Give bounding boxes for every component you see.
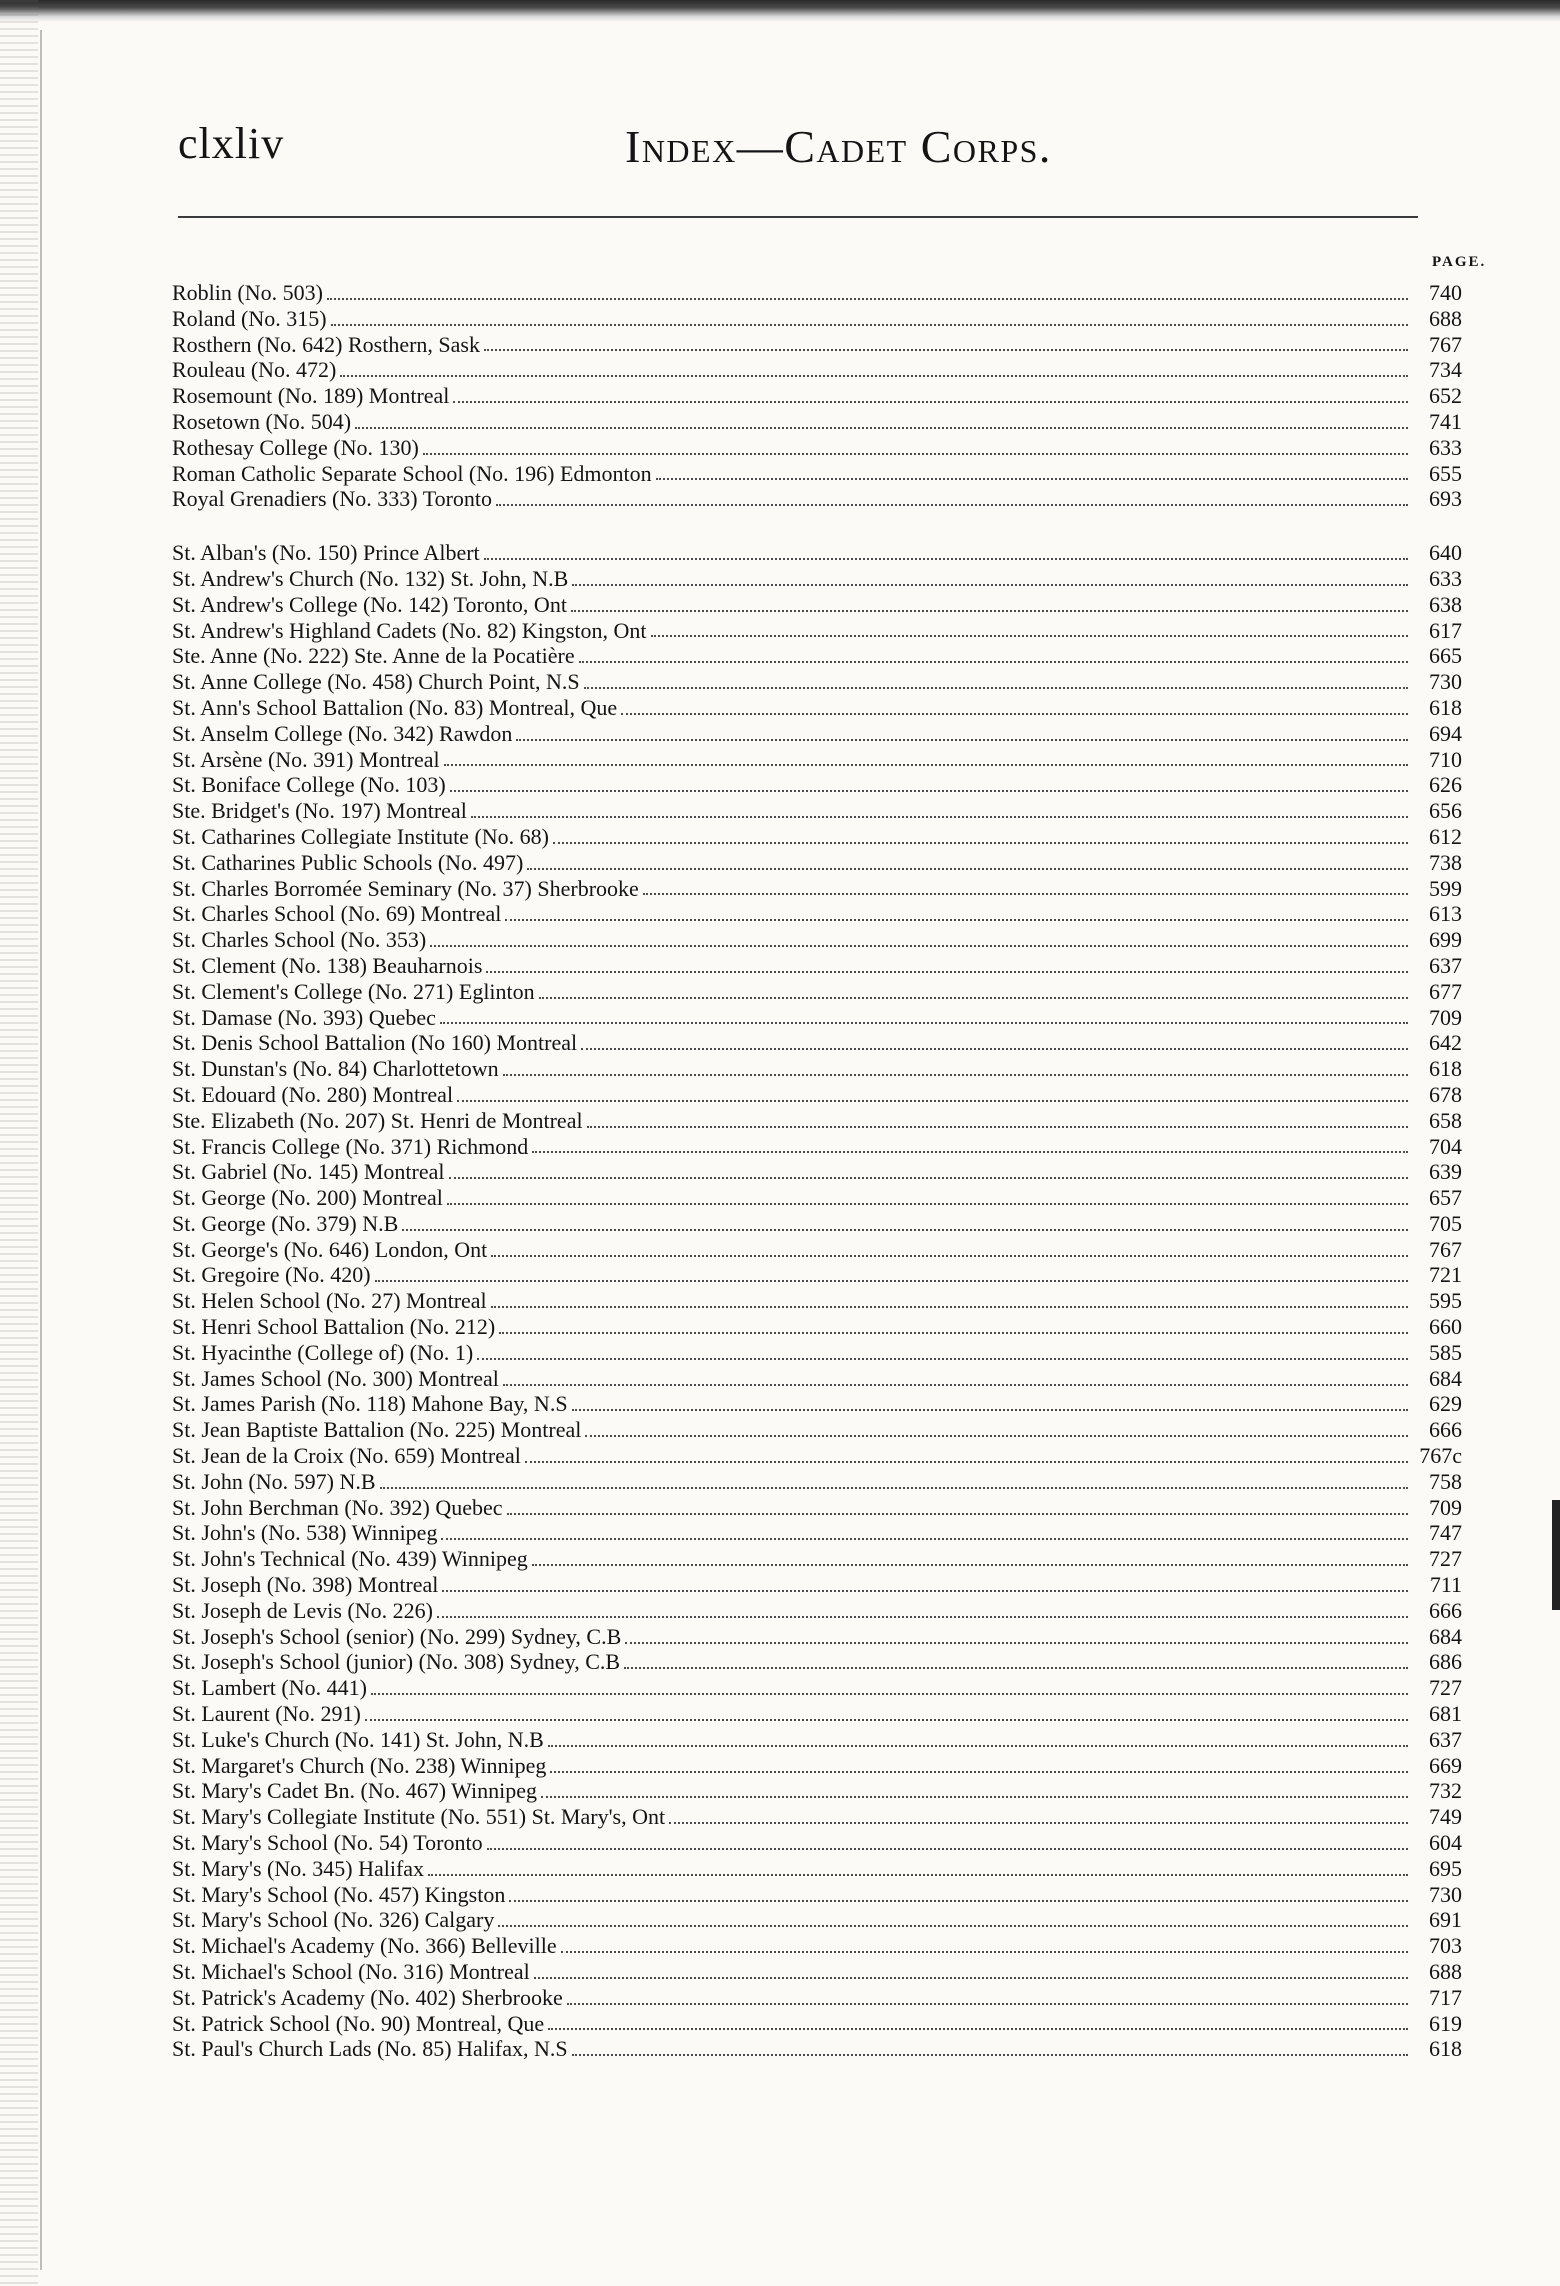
index-entry <box>172 357 1462 383</box>
entry-name: St. George's (No. 646) London, Ont <box>172 1236 488 1262</box>
entry-page-number: 747 <box>1429 1520 1462 1546</box>
index-entry <box>172 1701 1462 1727</box>
scan-left-edge <box>0 0 38 2286</box>
entry-page-number: 684 <box>1429 1623 1462 1649</box>
index-entry <box>172 1959 1462 1985</box>
index-entry <box>172 695 1462 721</box>
entry-name: St. Damase (No. 393) Quebec <box>172 1004 436 1030</box>
dot-leader <box>487 1848 1408 1850</box>
entry-name: St. James Parish (No. 118) Mahone Bay, N.S <box>172 1391 568 1417</box>
entry-name: St. John (No. 597) N.B <box>172 1468 376 1494</box>
entry-name: St. Anselm College (No. 342) Rawdon <box>172 720 513 746</box>
dot-leader <box>525 1461 1408 1463</box>
dot-leader <box>503 1074 1408 1076</box>
entry-name: St. Margaret's Church (No. 238) Winnipeg <box>172 1752 547 1778</box>
index-entry <box>172 643 1462 669</box>
entry-page-number: 666 <box>1429 1417 1462 1443</box>
dot-leader <box>499 1332 1408 1334</box>
entry-page-number: 767 <box>1429 331 1462 357</box>
index-entry <box>172 1495 1462 1521</box>
dot-leader <box>491 1255 1408 1257</box>
dot-leader <box>534 1977 1408 1979</box>
entry-name: St. Joseph's School (senior) (No. 299) Sydney, C.B <box>172 1623 622 1649</box>
entry-name: St. Michael's Academy (No. 366) Belleville <box>172 1933 557 1959</box>
scan-top-edge <box>0 0 1560 22</box>
dot-leader <box>402 1229 1408 1231</box>
entry-name: St. Alban's (No. 150) Prince Albert <box>172 540 480 566</box>
dot-leader <box>355 427 1408 429</box>
entry-page-number: 703 <box>1429 1933 1462 1959</box>
index-entry <box>172 1520 1462 1546</box>
entry-name: St. Mary's Cadet Bn. (No. 467) Winnipeg <box>172 1778 538 1804</box>
entry-page-number: 656 <box>1429 798 1462 824</box>
dot-leader <box>584 687 1408 689</box>
entry-page-number: 612 <box>1429 823 1462 849</box>
entry-page-number: 693 <box>1429 486 1462 512</box>
entry-name: Ste. Bridget's (No. 197) Montreal <box>172 798 467 824</box>
entry-name: St. Laurent (No. 291) <box>172 1701 361 1727</box>
dot-leader <box>643 893 1408 895</box>
dot-leader <box>548 2028 1408 2030</box>
entry-page-number: 732 <box>1429 1778 1462 1804</box>
entry-name: St. Edouard (No. 280) Montreal <box>172 1081 454 1107</box>
entry-page-number: 618 <box>1429 694 1462 720</box>
entry-page-number: 639 <box>1429 1159 1462 1185</box>
entry-name: St. James School (No. 300) Montreal <box>172 1365 499 1391</box>
entry-page-number: 730 <box>1429 669 1462 695</box>
entry-page-number: 657 <box>1429 1185 1462 1211</box>
entry-name: St. George (No. 379) N.B <box>172 1210 399 1236</box>
page-folio: clxliv <box>178 119 285 168</box>
entry-name: St. Mary's School (No. 326) Calgary <box>172 1907 495 1933</box>
index-entry <box>172 1108 1462 1134</box>
index-entry <box>172 953 1462 979</box>
entry-page-number: 709 <box>1429 1494 1462 1520</box>
dot-leader <box>532 1151 1408 1153</box>
index-entry <box>172 1830 1462 1856</box>
index-entry <box>172 1572 1462 1598</box>
dot-leader <box>503 1384 1408 1386</box>
dot-leader <box>571 610 1408 612</box>
dot-leader <box>656 478 1408 480</box>
index-entry <box>172 1185 1462 1211</box>
entry-page-number: 618 <box>1429 1056 1462 1082</box>
dot-leader <box>579 661 1408 663</box>
index-entry <box>172 1985 1462 2011</box>
entry-page-number: 633 <box>1429 565 1462 591</box>
dot-leader <box>509 1900 1408 1902</box>
entry-page-number: 642 <box>1429 1030 1462 1056</box>
entry-name: St. Charles Borromée Seminary (No. 37) Sherbrooke <box>172 875 639 901</box>
entry-name: St. Michael's School (No. 316) Montreal <box>172 1959 530 1984</box>
entry-page-number: 613 <box>1429 901 1462 927</box>
entry-page-number: 734 <box>1429 357 1462 383</box>
entry-page-number: 711 <box>1429 1572 1462 1598</box>
dot-leader <box>541 1796 1408 1798</box>
dot-leader <box>423 453 1408 455</box>
dot-leader <box>651 635 1409 637</box>
entry-page-number: 637 <box>1429 952 1462 978</box>
dot-leader <box>484 349 1408 351</box>
dot-leader <box>491 1306 1408 1308</box>
header-rule <box>178 216 1418 218</box>
entry-name: St. Anne College (No. 458) Church Point, N.S <box>172 669 580 695</box>
entry-name: St. Lambert (No. 441) <box>172 1675 367 1701</box>
scan-right-mark <box>1552 1500 1560 1610</box>
entry-page-number: 767 <box>1429 1236 1462 1262</box>
entry-page-number: 585 <box>1429 1339 1462 1365</box>
index-entry <box>172 1443 1462 1469</box>
entry-page-number: 640 <box>1429 540 1462 566</box>
dot-leader <box>516 739 1408 741</box>
entry-name: Royal Grenadiers (No. 333) Toronto <box>172 486 493 512</box>
entry-page-number: 710 <box>1429 746 1462 772</box>
index-entry <box>172 876 1462 902</box>
entry-page-number: 738 <box>1429 849 1462 875</box>
entry-name: St. Charles School (No. 69) Montreal <box>172 901 502 927</box>
entry-name: St. Joseph de Levis (No. 226) <box>172 1597 433 1623</box>
index-entry <box>172 592 1462 618</box>
entry-page-number: 740 <box>1429 280 1462 305</box>
index-entry <box>172 1030 1462 1056</box>
dot-leader <box>621 713 1408 715</box>
entry-page-number: 666 <box>1429 1597 1462 1623</box>
index-entry <box>172 1159 1462 1185</box>
entry-page-number: 633 <box>1429 434 1462 460</box>
entry-page-number: 669 <box>1429 1752 1462 1778</box>
index-entry <box>172 1314 1462 1340</box>
entry-page-number: 652 <box>1429 383 1462 409</box>
dot-leader <box>371 1693 1408 1695</box>
index-entry <box>172 1649 1462 1675</box>
dot-leader <box>340 375 1408 377</box>
entry-name: St. John Berchman (No. 392) Quebec <box>172 1494 503 1520</box>
entry-page-number: 626 <box>1429 772 1462 798</box>
index-entry <box>172 1391 1462 1417</box>
entry-page-number: 599 <box>1429 875 1462 901</box>
dot-leader <box>380 1487 1408 1489</box>
entry-name: St. Catharines Collegiate Institute (No. 68) <box>172 823 549 849</box>
index-entry <box>172 435 1462 461</box>
index-entry <box>172 1546 1462 1572</box>
dot-leader <box>548 1745 1408 1747</box>
entry-name: St. Paul's Church Lads (No. 85) Halifax, N.S <box>172 2036 568 2062</box>
dot-leader <box>486 971 1408 973</box>
entry-page-number: 721 <box>1429 1262 1462 1288</box>
index-entry <box>172 332 1462 358</box>
index-entry <box>172 2011 1462 2037</box>
entry-page-number: 688 <box>1429 1959 1462 1984</box>
index-entry <box>172 1082 1462 1108</box>
entry-page-number: 595 <box>1429 1288 1462 1314</box>
index-entry <box>172 1237 1462 1263</box>
entry-name: St. Francis College (No. 371) Richmond <box>172 1133 529 1159</box>
entry-name: St. Helen School (No. 27) Montreal <box>172 1288 487 1314</box>
entry-name: St. Andrew's Church (No. 132) St. John, N.B <box>172 565 569 591</box>
entry-page-number: 677 <box>1429 978 1462 1004</box>
dot-leader <box>327 298 1408 300</box>
index-entry <box>172 540 1462 566</box>
index-entry <box>172 850 1462 876</box>
entry-page-number: 655 <box>1429 460 1462 486</box>
entry-name: St. Luke's Church (No. 141) St. John, N.B <box>172 1726 544 1752</box>
entry-name: St. Gabriel (No. 145) Montreal <box>172 1159 445 1185</box>
index-list <box>172 280 1462 2062</box>
index-entry <box>172 979 1462 1005</box>
dot-leader <box>572 584 1408 586</box>
entry-name: St. Catharines Public Schools (No. 497) <box>172 849 524 875</box>
index-entry <box>172 824 1462 850</box>
dot-leader <box>527 868 1408 870</box>
index-entry <box>172 618 1462 644</box>
dot-leader <box>587 1126 1408 1128</box>
index-entry <box>172 1753 1462 1779</box>
running-title: Index—Cadet Corps. <box>625 121 1052 172</box>
entry-name: St. Ann's School Battalion (No. 83) Montreal, Que <box>172 694 618 720</box>
index-entry <box>172 1056 1462 1082</box>
entry-page-number: 658 <box>1429 1107 1462 1133</box>
index-entry <box>172 1624 1462 1650</box>
index-entry <box>172 1907 1462 1933</box>
entry-name: St. Jean Baptiste Battalion (No. 225) Montreal <box>172 1417 582 1443</box>
entry-name: St. Joseph's School (junior) (No. 308) Sydney, C.B <box>172 1649 621 1675</box>
entry-page-number: 694 <box>1429 720 1462 746</box>
index-entry <box>172 486 1462 512</box>
entry-name: St. Dunstan's (No. 84) Charlottetown <box>172 1056 499 1082</box>
index-entry <box>172 1469 1462 1495</box>
dot-leader <box>553 842 1408 844</box>
entry-page-number: 749 <box>1429 1804 1462 1830</box>
entry-name: Roman Catholic Separate School (No. 196) Edmonton <box>172 460 652 486</box>
entry-page-number: 604 <box>1429 1830 1462 1856</box>
index-entry <box>172 409 1462 435</box>
index-entry <box>172 1882 1462 1908</box>
entry-page-number: 727 <box>1429 1675 1462 1701</box>
index-entry <box>172 1778 1462 1804</box>
entry-page-number: 688 <box>1429 305 1462 331</box>
entry-name: St. Andrew's College (No. 142) Toronto, Ont <box>172 591 567 617</box>
entry-name: St. Denis School Battalion (No 160) Montreal <box>172 1030 578 1056</box>
index-entry <box>172 566 1462 592</box>
index-entry <box>172 1727 1462 1753</box>
index-entry <box>172 1804 1462 1830</box>
dot-leader <box>572 2054 1408 2056</box>
dot-leader <box>581 1048 1408 1050</box>
dot-leader <box>496 504 1408 506</box>
entry-name: Ste. Anne (No. 222) Ste. Anne de la Pocatière <box>172 643 575 669</box>
dot-leader <box>498 1925 1408 1927</box>
entry-name: St. Patrick's Academy (No. 402) Sherbrooke <box>172 1984 563 2010</box>
index-entry <box>172 1856 1462 1882</box>
dot-leader <box>457 1100 1408 1102</box>
index-entry <box>172 1340 1462 1366</box>
dot-leader <box>449 1177 1409 1179</box>
dot-leader <box>624 1667 1408 1669</box>
entry-name: St. Clement's College (No. 271) Eglinton <box>172 978 535 1004</box>
entry-page-number: 691 <box>1429 1907 1462 1933</box>
entry-page-number: 767c <box>1419 1443 1462 1469</box>
index-entry <box>172 1933 1462 1959</box>
entry-page-number: 704 <box>1429 1133 1462 1159</box>
index-entry <box>172 1005 1462 1031</box>
index-entry <box>172 383 1462 409</box>
index-entry <box>172 747 1462 773</box>
entry-page-number: 730 <box>1429 1881 1462 1907</box>
entry-name: Ste. Elizabeth (No. 207) St. Henri de Montreal <box>172 1107 583 1133</box>
entry-name: St. Charles School (No. 353) <box>172 927 427 953</box>
dot-leader <box>572 1409 1408 1411</box>
page-column-label: PAGE. <box>1432 254 1487 270</box>
entry-name: St. Joseph (No. 398) Montreal <box>172 1572 439 1598</box>
index-entry <box>172 798 1462 824</box>
dot-leader <box>442 1590 1408 1592</box>
entry-name: Rosemount (No. 189) Montreal <box>172 383 450 409</box>
entry-page-number: 699 <box>1429 927 1462 953</box>
dot-leader <box>441 1538 1408 1540</box>
dot-leader <box>567 2003 1408 2005</box>
dot-leader <box>437 1616 1408 1618</box>
entry-page-number: 617 <box>1429 617 1462 643</box>
entry-name: St. John's Technical (No. 439) Winnipeg <box>172 1546 528 1572</box>
scan-binding-line <box>40 30 42 2270</box>
entry-name: St. Mary's School (No. 54) Toronto <box>172 1830 483 1856</box>
entry-page-number: 741 <box>1429 408 1462 434</box>
entry-page-number: 678 <box>1429 1081 1462 1107</box>
entry-name: St. Hyacinthe (College of) (No. 1) <box>172 1339 474 1365</box>
entry-name: Roblin (No. 503) <box>172 280 323 305</box>
entry-name: Rosthern (No. 642) Rosthern, Sask <box>172 331 480 357</box>
index-entry <box>172 901 1462 927</box>
index-entry <box>172 1417 1462 1443</box>
index-entry <box>172 1366 1462 1392</box>
index-entry <box>172 1675 1462 1701</box>
entry-name: St. Mary's Collegiate Institute (No. 551) St. Mary's, Ont <box>172 1804 666 1830</box>
dot-leader <box>331 324 1408 326</box>
entry-page-number: 709 <box>1429 1004 1462 1030</box>
index-entry <box>172 1262 1462 1288</box>
entry-page-number: 705 <box>1429 1210 1462 1236</box>
dot-leader <box>561 1951 1408 1953</box>
index-entry <box>172 669 1462 695</box>
dot-leader <box>505 919 1408 921</box>
entry-name: St. Arsène (No. 391) Montreal <box>172 746 440 772</box>
entry-name: St. Clement (No. 138) Beauharnois <box>172 952 483 978</box>
dot-leader <box>477 1358 1408 1360</box>
dot-leader <box>550 1771 1408 1773</box>
group-separator <box>172 512 1462 540</box>
dot-leader <box>447 1203 1408 1205</box>
dot-leader <box>585 1435 1408 1437</box>
entry-page-number: 665 <box>1429 643 1462 669</box>
entry-name: St. Gregoire (No. 420) <box>172 1262 371 1288</box>
entry-name: St. Patrick School (No. 90) Montreal, Que <box>172 2010 545 2036</box>
entry-page-number: 638 <box>1429 591 1462 617</box>
index-entry <box>172 1211 1462 1237</box>
index-entry <box>172 772 1462 798</box>
entry-name: St. Andrew's Highland Cadets (No. 82) Kingston, Ont <box>172 617 647 643</box>
entry-name: St. George (No. 200) Montreal <box>172 1185 443 1211</box>
dot-leader <box>484 558 1408 560</box>
entry-page-number: 629 <box>1429 1391 1462 1417</box>
index-entry <box>172 721 1462 747</box>
dot-leader <box>669 1822 1408 1824</box>
index-entry <box>172 2036 1462 2062</box>
index-entry <box>172 461 1462 487</box>
dot-leader <box>453 401 1408 403</box>
entry-page-number: 681 <box>1429 1701 1462 1727</box>
entry-name: Roland (No. 315) <box>172 305 327 331</box>
dot-leader <box>532 1564 1408 1566</box>
entry-name: St. John's (No. 538) Winnipeg <box>172 1520 438 1546</box>
entry-name: Rosetown (No. 504) <box>172 408 352 434</box>
dot-leader <box>444 764 1408 766</box>
dot-leader <box>471 816 1408 818</box>
entry-name: Rouleau (No. 472) <box>172 357 337 383</box>
entry-page-number: 684 <box>1429 1365 1462 1391</box>
entry-page-number: 618 <box>1429 2036 1462 2062</box>
entry-page-number: 660 <box>1429 1314 1462 1340</box>
index-entry <box>172 306 1462 332</box>
dot-leader <box>539 997 1408 999</box>
index-entry <box>172 1134 1462 1160</box>
index-entry <box>172 280 1462 306</box>
entry-page-number: 619 <box>1429 2010 1462 2036</box>
entry-name: St. Mary's School (No. 457) Kingston <box>172 1881 506 1907</box>
dot-leader <box>450 790 1408 792</box>
entry-page-number: 637 <box>1429 1726 1462 1752</box>
dot-leader <box>625 1642 1408 1644</box>
entry-name: Rothesay College (No. 130) <box>172 434 419 460</box>
page-header <box>0 118 1560 188</box>
dot-leader <box>440 1022 1408 1024</box>
entry-name: St. Jean de la Croix (No. 659) Montreal <box>172 1443 521 1469</box>
entry-page-number: 695 <box>1429 1855 1462 1881</box>
dot-leader <box>375 1280 1408 1282</box>
dot-leader <box>430 945 1408 947</box>
entry-name: St. Boniface College (No. 103) <box>172 772 446 798</box>
entry-name: St. Mary's (No. 345) Halifax <box>172 1855 425 1881</box>
dot-leader <box>365 1719 1408 1721</box>
dot-leader <box>507 1513 1408 1515</box>
entry-page-number: 758 <box>1429 1468 1462 1494</box>
entry-page-number: 717 <box>1429 1984 1462 2010</box>
entry-name: St. Henri School Battalion (No. 212) <box>172 1314 496 1340</box>
index-entry <box>172 1598 1462 1624</box>
dot-leader <box>428 1874 1408 1876</box>
index-entry <box>172 1288 1462 1314</box>
entry-page-number: 727 <box>1429 1546 1462 1572</box>
index-entry <box>172 927 1462 953</box>
entry-page-number: 686 <box>1429 1649 1462 1675</box>
